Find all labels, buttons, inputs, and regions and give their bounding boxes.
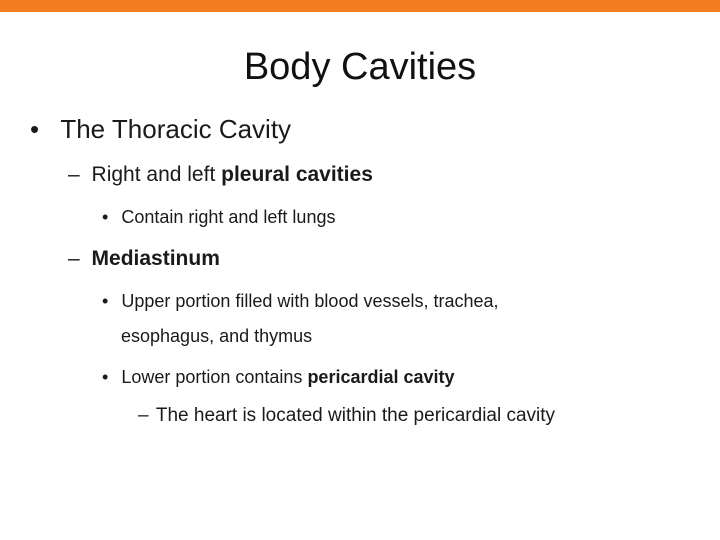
bullet-text: Contain right and left lungs	[121, 207, 336, 227]
bullet-marker: •	[30, 114, 40, 144]
slide-title: Body Cavities	[243, 46, 477, 88]
bullet-lower-portion	[102, 364, 455, 390]
bullet-bold-term: pericardial cavity	[307, 367, 455, 387]
bullet-bold-term: pleural cavities	[221, 163, 373, 186]
bullet-heart-location	[138, 403, 555, 429]
bullet-text-line2: esophagus, and thymus	[121, 326, 313, 346]
bullet-marker: •	[102, 207, 109, 227]
bullet-upper-portion	[102, 288, 499, 314]
bullet-lungs	[102, 204, 335, 230]
dash-marker: –	[138, 405, 149, 426]
bullet-mediastinum	[68, 246, 220, 272]
bullet-marker: •	[102, 291, 109, 311]
bullet-text: Right and left	[91, 163, 222, 186]
dash-marker: –	[68, 247, 80, 270]
bullet-text-line1: Upper portion filled with blood vessels, trachea,	[121, 291, 499, 311]
bullet-bold-term: Mediastinum	[91, 247, 220, 270]
bullet-thoracic-cavity	[30, 113, 291, 145]
bullet-text: The Thoracic Cavity	[60, 114, 292, 144]
bullet-text: Lower portion contains	[121, 367, 308, 387]
dash-marker: –	[68, 163, 80, 186]
bullet-marker: •	[102, 367, 109, 387]
top-accent-bar	[0, 0, 720, 12]
bullet-text: The heart is located within the pericardial cavity	[155, 405, 556, 426]
bullet-pleural-cavities	[68, 162, 373, 188]
bullet-upper-portion-continued	[121, 323, 312, 349]
